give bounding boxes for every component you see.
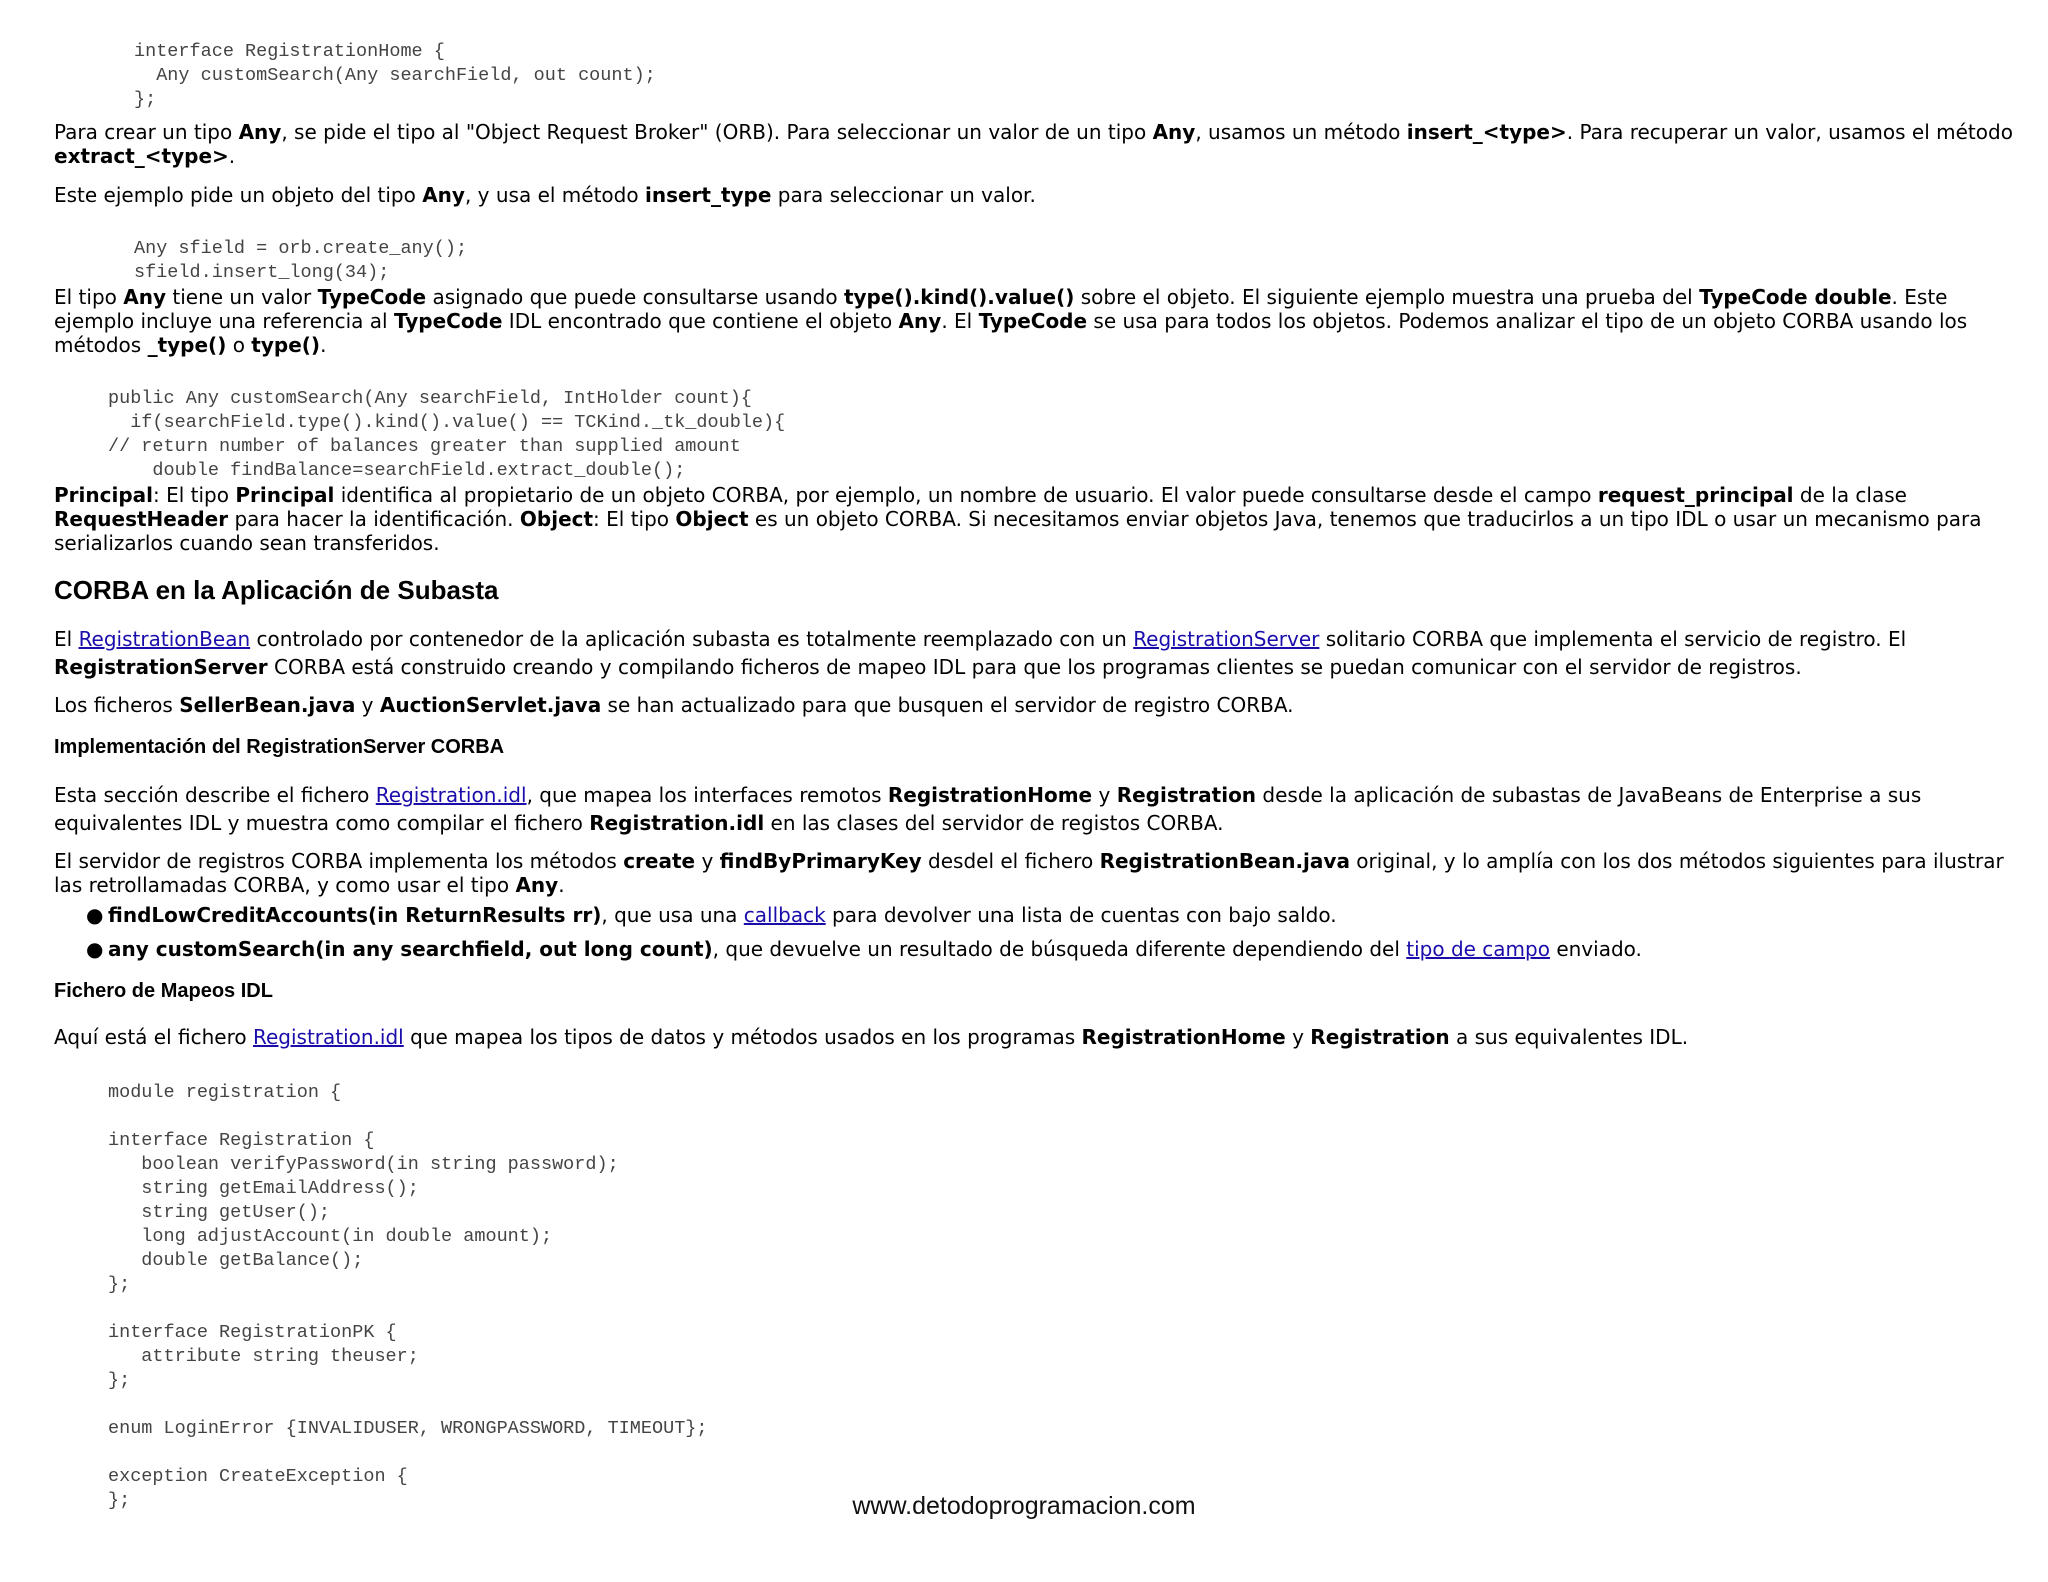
- paragraph-registration-idl: Esta sección describe el fichero Registration.idl, que mapea los interfaces remotos RegistrationHome y Registration desde la aplicación de subastas de JavaBeans de Enterprise a sus equivalentes IDL y muestra como compilar el fichero Registration.idl en las clases del servidor de registos CORBA.: [54, 783, 1922, 835]
- link-tipo-de-campo[interactable]: tipo de campo: [1406, 937, 1550, 961]
- link-registration-idl[interactable]: Registration.idl: [375, 783, 527, 807]
- subheading-fichero-mapeos: Fichero de Mapeos IDL: [54, 980, 273, 1002]
- paragraph-corba-methods: El servidor de registros CORBA implementa los métodos create y findByPrimaryKey desdel el fichero RegistrationBean.java original, y lo amplía con los dos métodos siguientes para ilustrar las retrollamadas CORBA, y como usar el tipo Any.: [54, 849, 2004, 897]
- section-heading-corba-subasta: CORBA en la Aplicación de Subasta: [54, 575, 499, 605]
- paragraph-registration-bean: El RegistrationBean controlado por contenedor de la aplicación subasta es totalmente reemplazado con un RegistrationServer solitario CORBA que implementa el servicio de registro. El RegistrationServer CORBA está construido creando y compilando ficheros de mapeo IDL para que los programas clientes se puedan comunicar con el servidor de registros.: [54, 627, 1907, 679]
- methods-list: [54, 903, 2026, 961]
- bullet-icon: ●: [86, 937, 104, 961]
- code-block-idl-module: module registration { interface Registration { boolean verifyPassword(in string password); string getEmailAddress(); string getUser(); long adjustAccount(in double amount); double getBalance(); }; interface RegistrationPK { attribute string theuser; }; enum LoginError {INVALIDUSER, WRONGPASSWORD, TIMEOUT}; exception CreateException { };: [108, 1082, 708, 1511]
- subheading-implementacion: Implementación del RegistrationServer CORBA: [54, 736, 505, 758]
- link-callback[interactable]: callback: [743, 903, 826, 927]
- paragraph-typecode: El tipo Any tiene un valor TypeCode asignado que puede consultarse usando type().kind().value() sobre el objeto. El siguiente ejemplo muestra una prueba del TypeCode double. Este ejemplo incluye una referencia al TypeCode IDL encontrado que contiene el objeto Any. El TypeCode se usa para todos los objetos. Podemos analizar el tipo de un objeto CORBA usando los métodos _type() o type().: [54, 285, 1968, 357]
- paragraph-idl-file: Aquí está el fichero Registration.idl que mapea los tipos de datos y métodos usados en los programas RegistrationHome y Registration a sus equivalentes IDL.: [54, 1025, 1689, 1049]
- list-item: ● any customSearch(in any searchfield, out long count), que devuelve un resultado de búsqueda diferente dependiendo del tipo de campo enviado.: [86, 937, 1642, 961]
- list-item: ● findLowCreditAccounts(in ReturnResults rr), que usa una callback para devolver una lista de cuentas con bajo saldo.: [86, 903, 1337, 927]
- paragraph-principal-object: Principal: El tipo Principal identifica al propietario de un objeto CORBA, por ejemplo, un nombre de usuario. El valor puede consultarse desde el campo request_principal de la clase RequestHeader para hacer la identificación. Object: El tipo Object es un objeto CORBA. Si necesitamos enviar objetos Java, tenemos que traducirlos a un tipo IDL o usar un mecanismo para serializarlos cuando sean transferidos.: [54, 483, 1982, 555]
- code-block-custom-search: public Any customSearch(Any searchField, IntHolder count){ if(searchField.type().kind().value() == TCKind._tk_double){ // return number of balances greater than supplied amount double findBalance=searchField.extract_double();: [108, 388, 786, 481]
- footer-watermark-url: www.detodoprogramacion.com: [852, 1492, 1196, 1520]
- paragraph-any-example: Este ejemplo pide un objeto del tipo Any, y usa el método insert_type para seleccionar un valor.: [54, 183, 1036, 207]
- link-registration-server[interactable]: RegistrationServer: [1133, 627, 1320, 651]
- paragraph-seller-bean: Los ficheros SellerBean.java y AuctionServlet.java se han actualizado para que busquen el servidor de registro CORBA.: [54, 693, 1294, 717]
- document-page: [54, 40, 2026, 1513]
- paragraph-any-type: Para crear un tipo Any, se pide el tipo al "Object Request Broker" (ORB). Para seleccionar un valor de un tipo Any, usamos un método insert_<type>. Para recuperar un valor, usamos el método extract_<type>.: [54, 120, 2013, 168]
- bullet-icon: ●: [86, 903, 104, 927]
- link-registration-bean[interactable]: RegistrationBean: [78, 627, 251, 651]
- code-block-registration-home: interface RegistrationHome { Any customSearch(Any searchField, out count); };: [134, 41, 656, 110]
- code-block-sfield: Any sfield = orb.create_any(); sfield.insert_long(34);: [134, 238, 468, 283]
- link-registration-idl-2[interactable]: Registration.idl: [252, 1025, 404, 1049]
